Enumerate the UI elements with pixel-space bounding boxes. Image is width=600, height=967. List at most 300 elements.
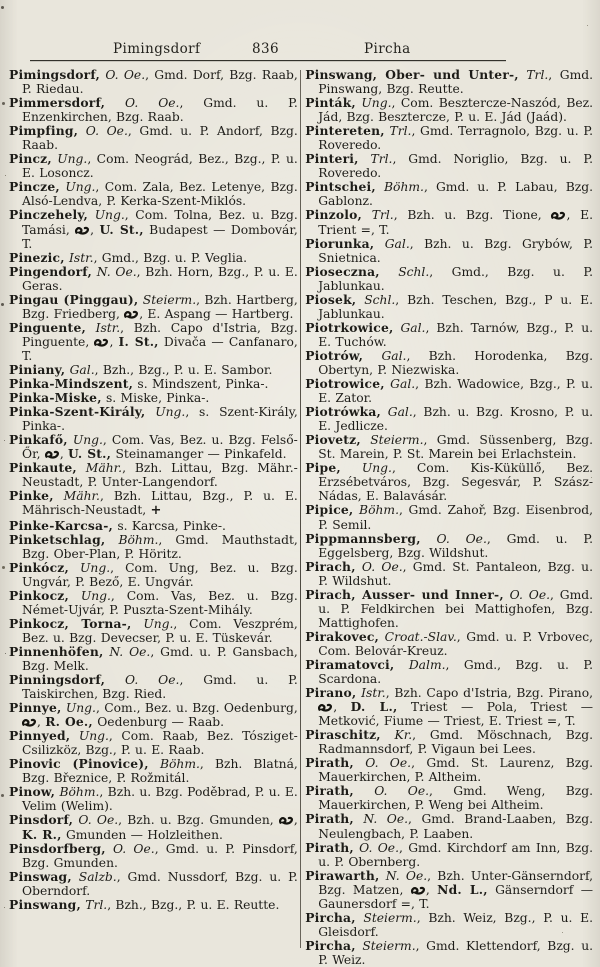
- gazetteer-entry: [9, 391, 298, 405]
- entry-region-abbr: Gal.: [390, 377, 416, 392]
- entry-region-abbr: Ung.: [78, 729, 109, 744]
- entry-name-bold: I. St.,: [118, 333, 159, 349]
- entry-region-abbr: Ung.: [57, 152, 88, 167]
- entry-name-bold: Pinguente,: [9, 319, 86, 335]
- entry-text: [381, 728, 395, 742]
- entry-text: , Bzh. Blatná, Bzg. Březnice, P. Rožmitál.: [22, 757, 298, 786]
- entry-name-bold: Pircha,: [305, 909, 356, 925]
- entry-text: , Com. Kis-Küküllő, Bez. Erzsébetváros, Bzg. Segesvár, P. Szász-Nádas, E. Balavásár.: [318, 461, 594, 504]
- entry-text: [354, 784, 374, 798]
- gazetteer-entry: [9, 589, 298, 617]
- entry-name-bold: Pinswang,: [9, 896, 81, 912]
- railway-station-icon: [551, 211, 566, 220]
- entry-text: [105, 96, 125, 110]
- entry-name-bold: Pinkocz, Torna-,: [9, 615, 132, 631]
- entry-name-bold: K. R.,: [22, 826, 62, 842]
- entry-region-abbr: Böhm.: [59, 785, 100, 800]
- entry-name-bold: Pimpfing,: [9, 123, 79, 139]
- entry-name-bold: Pinow,: [9, 784, 56, 800]
- entry-text: , Com. Vas, Bez. u. Bzg. Német-Ujvár, P. Puszta-Szent-Mihály.: [22, 588, 298, 617]
- entry-name-bold: Pinezic,: [9, 249, 65, 265]
- gazetteer-entry: [9, 265, 298, 293]
- entry-text: ,: [333, 700, 351, 715]
- entry-text: Triest — Pola, Triest — Metković, Fiume — Triest, E. Triest =, T.: [318, 700, 594, 729]
- entry-text: [78, 124, 86, 138]
- entry-text: , Bzh. u. Bzg. Poděbrad, P. u. E. Velim (Welim).: [22, 785, 298, 814]
- entry-text: , Gmd. Kirchdorf am Inn, Bzg. u. P. Obernberg.: [318, 840, 594, 869]
- entry-text: s. Miske, Pinka-.: [101, 391, 210, 406]
- entry-name-bold: Pintschei,: [305, 179, 376, 195]
- entry-name-bold: Piramatovci,: [305, 656, 395, 672]
- cross-icon: +: [150, 503, 162, 519]
- gazetteer-entry: [305, 461, 593, 503]
- entry-text: [69, 561, 80, 575]
- entry-text: , Bzh. u. Bzg. Krosno, P. u. E. Jedlicze.: [318, 405, 594, 434]
- entry-region-abbr: Ung.: [80, 560, 111, 575]
- entry-name-bold: Pinsdorfberg,: [9, 840, 106, 856]
- entry-text: , Gmd. Klettendorf, Bzg. u. P. Weiz.: [318, 938, 594, 967]
- entry-text: , Gmd. u. P. Andorf, Bzg. Raab.: [22, 124, 298, 153]
- entry-name-bold: Pirano,: [305, 685, 357, 701]
- railway-station-icon: [22, 718, 37, 727]
- gazetteer-entry: [9, 489, 298, 518]
- entry-region-abbr: Ung.: [155, 405, 186, 420]
- entry-text: , Gmd. Terragnolo, Bzg. u. P. Roveredo.: [318, 124, 594, 153]
- entry-name-bold: Piraschitz,: [305, 727, 381, 743]
- entry-region-abbr: Steierm.: [363, 910, 417, 925]
- gazetteer-entry: [9, 561, 298, 589]
- entry-text: , Bzh. Littau, Bzg., P. u. E. Mährisch-Neustadt,: [22, 489, 298, 518]
- entry-text: [376, 180, 384, 194]
- gazetteer-entry: [9, 842, 298, 870]
- railway-station-icon: [45, 450, 60, 459]
- gazetteer-entry: [305, 124, 593, 152]
- entry-text: , Bzh. Unter-Gänserndorf, Bzg. Matzen,: [318, 868, 594, 897]
- entry-region-abbr: Salzb.: [78, 869, 117, 884]
- entry-name-bold: Pinovic (Pinovice),: [9, 756, 149, 772]
- entry-text: s. Karcsa, Pinke-.: [113, 518, 226, 533]
- entry-text: [72, 870, 79, 884]
- railway-station-icon: [411, 886, 426, 895]
- entry-name-bold: Pinka-Szent-Király,: [9, 404, 146, 420]
- entry-name-bold: Piosek,: [305, 291, 357, 307]
- gazetteer-entry: [9, 377, 298, 391]
- entry-name-bold: Pingau (Pinggau),: [9, 291, 139, 307]
- gazetteer-entry: [305, 658, 593, 686]
- entry-name-bold: Pirath,: [305, 755, 354, 771]
- gazetteer-entry: [9, 519, 298, 533]
- entry-region-abbr: Trl.: [85, 897, 108, 912]
- entry-name-bold: Pircha,: [305, 937, 356, 953]
- page-number: 836: [252, 41, 279, 57]
- entry-name-bold: Piorunka,: [305, 235, 375, 251]
- gazetteer-entry: [305, 841, 593, 869]
- entry-text: , Bzh. u. Bzg. Tione,: [393, 208, 552, 223]
- entry-region-abbr: Trl.: [389, 124, 412, 139]
- entry-region-abbr: Ung.: [65, 180, 96, 195]
- entry-name-bold: Pinteri,: [305, 151, 359, 167]
- gazetteer-entry: [305, 293, 593, 321]
- entry-region-abbr: O. Oe.: [359, 840, 399, 855]
- gazetteer-entry: [9, 152, 298, 180]
- entry-text: , Bzh. Teschen, Bzg., P u. E. Jablunkau.: [318, 292, 594, 321]
- gazetteer-entry: [305, 686, 593, 728]
- gazetteer-entry: [305, 630, 593, 658]
- entry-region-abbr: Ung.: [72, 433, 103, 448]
- entry-name-bold: Pirath,: [305, 783, 354, 799]
- entry-text: ,: [90, 222, 100, 237]
- entry-text: ,: [59, 447, 69, 462]
- entry-region-abbr: Schl.: [398, 264, 430, 279]
- gazetteer-entry: [9, 813, 298, 841]
- entry-region-abbr: Ung.: [143, 616, 174, 631]
- railway-station-icon: [94, 338, 109, 347]
- entry-region-abbr: Ung.: [361, 96, 392, 111]
- entry-text: Gmunden — Holzleithen.: [61, 827, 223, 842]
- gazetteer-entry: [9, 898, 298, 912]
- entry-text: , Com. Vas, Bez. u. Bzg. Felső-Őr,: [22, 433, 298, 462]
- entry-region-abbr: Trl.: [526, 68, 549, 82]
- entry-region-abbr: O. Oe.: [112, 841, 155, 856]
- entry-region-abbr: Istr.: [95, 320, 121, 335]
- entry-region-abbr: Gal.: [69, 362, 95, 377]
- entry-region-abbr: N. Oe.: [385, 868, 428, 883]
- entry-name-bold: Pinsdorf,: [9, 812, 74, 828]
- railway-station-icon: [75, 226, 90, 235]
- entry-name-bold: Pimmersdorf,: [9, 95, 106, 111]
- entry-name-bold: Piotrkowice,: [305, 319, 394, 335]
- entry-name-bold: Pirakovec,: [305, 628, 380, 644]
- entry-name-bold: Pinzolo,: [305, 207, 363, 223]
- entry-name-bold: Pirath,: [305, 839, 354, 855]
- entry-region-abbr: O. Oe.: [85, 124, 128, 139]
- entry-text: , Gmd. u. P. Labau, Bzg. Gablonz.: [318, 180, 594, 209]
- entry-name-bold: Piotrów,: [305, 347, 364, 363]
- entry-region-abbr: Ung.: [94, 208, 125, 223]
- entry-text: [88, 208, 95, 222]
- entry-region-abbr: O. Oe.: [374, 784, 430, 799]
- entry-region-abbr: Trl.: [370, 152, 393, 167]
- entry-text: [421, 532, 437, 546]
- entry-text: , Com. Tolna, Bez. u. Bzg. Tamási,: [22, 208, 298, 237]
- right-column: [302, 67, 594, 967]
- entry-region-abbr: O. Oe.: [361, 559, 403, 574]
- entry-region-abbr: N. Oe.: [109, 644, 151, 659]
- entry-name-bold: Pinke-Karcsa-,: [9, 517, 114, 533]
- gazetteer-entry: [9, 701, 298, 729]
- entry-region-abbr: O. Oe.: [365, 756, 412, 771]
- entry-name-bold: Pipe,: [305, 460, 341, 476]
- entry-text: , Com., Bez. u. Bzg. Oedenburg,: [95, 701, 298, 716]
- entry-text: , Bzh. Capo d'Istria, Bzg. Pirano,: [385, 686, 594, 701]
- gazetteer-entry: [9, 124, 298, 152]
- entry-text: [145, 405, 155, 419]
- gazetteer-entry: [305, 869, 593, 911]
- gazetteer-entry: [305, 208, 593, 236]
- entry-text: , Gmd. Dorf, Bzg. Raab, P. Riedau.: [22, 68, 298, 97]
- entry-region-abbr: Mähr.: [63, 489, 100, 504]
- entry-region-abbr: N. Oe.: [96, 264, 137, 279]
- entry-name-bold: Pinke,: [9, 488, 54, 504]
- gazetteer-entry: [305, 532, 593, 560]
- gazetteer-entry: [305, 180, 593, 208]
- entry-region-abbr: Gal.: [381, 348, 407, 363]
- entry-text: Steinamanger — Pinkafeld.: [111, 447, 287, 462]
- entry-text: , Gmd. Nussdorf, Bzg. u. P. Oberndorf.: [22, 869, 298, 898]
- gazetteer-entry: [9, 617, 298, 645]
- entry-name-bold: Pinnenhöfen,: [9, 643, 104, 659]
- gazetteer-entry: [9, 405, 298, 433]
- entry-region-abbr: O. Oe.: [125, 673, 180, 688]
- entry-name-bold: Piotrówka,: [305, 404, 382, 420]
- entry-region-abbr: Ung.: [361, 461, 392, 476]
- gazetteer-entry: [305, 911, 593, 939]
- entry-region-abbr: O. Oe.: [78, 813, 119, 828]
- entry-text: [149, 757, 160, 771]
- gazetteer-entry: [305, 377, 593, 405]
- left-column: [9, 68, 298, 952]
- entry-text: [362, 208, 372, 222]
- gazetteer-entry: [305, 349, 593, 377]
- gazetteer-entry: [9, 363, 298, 377]
- entry-text: Oedenburg — Raab.: [92, 715, 225, 730]
- entry-text: , Bzh. Littau, Bzg. Mähr.-Neustadt, P. Unter-Langendorf.: [22, 461, 298, 490]
- railway-station-icon: [279, 816, 294, 825]
- entry-text: , Bzh. u. Bzg. Grybów, P. Snietnica.: [318, 236, 594, 265]
- two-column-text-block: [9, 67, 594, 967]
- entry-name-bold: Pioseczna,: [305, 263, 380, 279]
- entry-text: , Gmd. Noriglio, Bzg. u. P. Roveredo.: [318, 152, 594, 181]
- gazetteer-entry: [9, 433, 298, 461]
- entry-text: [105, 533, 118, 547]
- gazetteer-entry: [9, 180, 298, 208]
- gazetteer-entry: [305, 433, 593, 461]
- entry-text: ,: [109, 334, 119, 349]
- entry-name-bold: Piovetz,: [305, 432, 361, 448]
- entry-name-bold: Pimingsdorf,: [9, 67, 101, 82]
- entry-text: , Gmd. Mauthstadt, Bzg. Ober-Plan, P. Höritz.: [22, 532, 298, 561]
- gazetteer-entry: [305, 96, 593, 124]
- entry-text: , Gmd., Bzg. u. P. Veglia.: [93, 250, 248, 265]
- entry-text: ,: [293, 813, 298, 828]
- entry-region-abbr: Gal.: [400, 320, 426, 335]
- entry-name-bold: Pincze,: [9, 179, 60, 195]
- entry-text: [361, 433, 370, 447]
- entry-text: , Gmd. Süssenberg, Bzg. St. Marein, P. St. Marein bei Erlachstein.: [318, 433, 594, 462]
- entry-text: [105, 673, 125, 687]
- entry-name-bold: Piotrowice,: [305, 376, 385, 392]
- entry-text: , Com. Besztercze-Naszód, Bez. Jád, Bzg. Besztercze, P. u. E. Jád (Jaád).: [318, 96, 594, 125]
- gazetteer-entry: [9, 321, 298, 363]
- gazetteer-entry: [305, 812, 593, 840]
- entry-text: , Gmd., Bzg. u. P. Jablunkau.: [318, 264, 594, 293]
- entry-text: Divača — Canfanaro, T.: [22, 334, 298, 363]
- entry-text: [54, 489, 64, 503]
- entry-region-abbr: Gal.: [387, 405, 413, 420]
- gazetteer-entry: [9, 68, 298, 96]
- gazetteer-entry: [305, 756, 593, 784]
- entry-region-abbr: Trl.: [371, 208, 394, 223]
- railway-station-icon: [318, 703, 333, 712]
- gazetteer-entry: [305, 939, 593, 967]
- entry-text: , Com. Raab, Bez. Tósziget-Csilizköz, Bzg., P. u. E. Raab.: [22, 729, 298, 758]
- entry-text: [86, 321, 96, 335]
- entry-text: , Com. Ung, Bez. u. Bzg. Ungvár, P. Bező, E. Ungvár.: [22, 560, 298, 589]
- entry-region-abbr: Böhm.: [359, 503, 399, 518]
- entry-name-bold: Pirach, Ausser- und Inner-,: [305, 586, 504, 602]
- entry-text: , Gmd. St. Pantaleon, Bzg. u. P. Wildshut.: [318, 559, 594, 588]
- gazetteer-entry: [9, 461, 298, 489]
- gazetteer-entry: [305, 321, 593, 349]
- entry-text: Gänserndorf — Gaunersdorf =, T.: [318, 882, 594, 911]
- entry-name-bold: Pirawarth,: [305, 867, 380, 883]
- entry-text: , Gmd. u. P. Feldkirchen bei Mattighofen, Bzg. Mattighofen.: [318, 587, 594, 630]
- entry-text: , Gmd. Zahoř, Bzg. Eisenbrod, P. Semil.: [318, 503, 594, 532]
- gazetteer-entry: [305, 237, 593, 265]
- gazetteer-entry: [305, 68, 593, 96]
- entry-name-bold: Pinswang, Ober- und Unter-,: [305, 67, 519, 82]
- entry-name-bold: Pinkocz,: [9, 587, 69, 603]
- gazetteer-entry: [9, 870, 298, 898]
- railway-station-icon: [124, 310, 139, 319]
- gazetteer-entry: [9, 785, 298, 813]
- entry-text: , Bzh. u. Bzg. Gmunden,: [118, 813, 279, 828]
- entry-text: , Gmd. u. P. Vrbovec, Com. Belovár-Kreuz.: [318, 629, 594, 658]
- entry-region-abbr: N. Oe.: [363, 812, 409, 827]
- entry-text: , Bzh. Capo d'Istria, Bzg. Pinguente,: [22, 320, 298, 349]
- entry-region-abbr: O. Oe.: [436, 531, 487, 546]
- gazetteer-entry: [305, 588, 593, 630]
- entry-region-abbr: Croat.-Slav.: [384, 629, 457, 644]
- entry-region-abbr: O. Oe.: [509, 587, 551, 602]
- entry-text: [354, 812, 364, 826]
- gazetteer-entry: [9, 208, 298, 250]
- entry-region-abbr: Ung.: [65, 701, 96, 716]
- running-head: [0, 0, 600, 62]
- gazetteer-entry: [305, 560, 593, 588]
- entry-text: , Gmd. u. P. Taiskirchen, Bzg. Ried.: [22, 673, 298, 702]
- column-divider-rule: [300, 70, 301, 948]
- entry-text: , Gmd. Möschnach, Bzg. Radmannsdorf, P. Vigaun bei Lees.: [318, 728, 594, 757]
- entry-region-abbr: Böhm.: [118, 532, 159, 547]
- entry-text: Budapest — Dombovár, T.: [22, 222, 298, 251]
- entry-text: [380, 265, 398, 279]
- gazetteer-entry: [9, 251, 298, 265]
- entry-text: , Bzh. Tarnów, Bzg., P. u. E. Tuchów.: [318, 320, 594, 349]
- entry-text: , Bzh. Horn, Bzg., P. u. E. Geras.: [22, 264, 298, 293]
- entry-region-abbr: Gal.: [384, 236, 410, 251]
- entry-text: , s. Szent-Király, Pinka-.: [22, 405, 298, 434]
- entry-text: ,: [37, 715, 46, 730]
- entry-text: [381, 405, 388, 419]
- entry-text: [69, 589, 81, 603]
- entry-text: [354, 756, 365, 770]
- entry-name-bold: Pincz,: [9, 151, 52, 167]
- entry-name-bold: R. Oe.,: [45, 714, 93, 730]
- entry-text: , Gmd. St. Laurenz, Bzg. Mauerkirchen, P. Altheim.: [318, 756, 594, 785]
- entry-name-bold: Pinka-Mindszent,: [9, 376, 134, 392]
- gazetteer-entry: [305, 152, 593, 180]
- entry-text: , Gmd. Pinswang, Bzg. Reutte.: [318, 68, 594, 97]
- entry-name-bold: Pirath,: [305, 811, 354, 827]
- entry-region-abbr: Kr.: [394, 728, 413, 743]
- entry-text: [106, 842, 113, 856]
- entry-text: [131, 617, 143, 631]
- entry-region-abbr: Steierm.: [142, 292, 197, 307]
- header-rule: [30, 60, 506, 61]
- entry-text: [394, 658, 408, 672]
- gazetteer-entry: [305, 265, 593, 293]
- entry-name-bold: Pinkafő,: [9, 432, 68, 448]
- entry-name-bold: Pinka-Miske,: [9, 390, 102, 406]
- entry-text: , E. Aspang — Hartberg.: [139, 306, 294, 321]
- entry-text: [70, 729, 79, 743]
- gazetteer-entry: [9, 729, 298, 757]
- entry-text: , Bzh. Weiz, Bzg., P. u. E. Gleisdorf.: [318, 910, 594, 939]
- entry-name-bold: Pinswag,: [9, 868, 72, 884]
- entry-text: [374, 237, 384, 251]
- entry-text: , Gmd., Bzg. u. P. Scardona.: [318, 657, 594, 687]
- entry-region-abbr: Böhm.: [384, 180, 424, 195]
- running-head-left-word: Pimingsdorf: [113, 41, 201, 57]
- entry-name-bold: D. L.,: [350, 699, 398, 715]
- entry-region-abbr: Mähr.: [85, 461, 123, 476]
- gazetteer-entry: [305, 784, 593, 812]
- entry-text: [77, 461, 86, 475]
- entry-text: ,: [425, 882, 438, 897]
- entry-text: , Bzh., Bzg., P. u. E. Reutte.: [107, 897, 280, 912]
- entry-text: , E. Trient =, T.: [318, 208, 593, 237]
- entry-region-abbr: Dalm.: [408, 657, 446, 672]
- entry-text: , Gmd. u. P. Pinsdorf, Bzg. Gmunden.: [22, 841, 298, 870]
- entry-region-abbr: Istr.: [69, 250, 94, 265]
- gazetteer-entry: [9, 533, 298, 561]
- entry-name-bold: Pinkaute,: [9, 460, 77, 476]
- entry-name-bold: Pinták,: [305, 95, 356, 111]
- entry-name-bold: Pinningsdorf,: [9, 672, 106, 688]
- entry-text: , Bzh. Hartberg, Bzg. Friedberg,: [22, 292, 298, 321]
- entry-text: , Com. Zala, Bez. Letenye, Bzg. Alsó-Lendva, P. Kerka-Szent-Miklós.: [22, 180, 298, 209]
- entry-name-bold: Pinczehely,: [9, 207, 89, 223]
- entry-name-bold: U. St.,: [99, 221, 144, 237]
- entry-name-bold: U. St.,: [68, 446, 112, 462]
- entry-text: , Com. Neográd, Bez., Bzg., P. u. E. Losoncz.: [22, 152, 298, 181]
- entry-name-bold: Pippmannsberg,: [305, 530, 421, 546]
- entry-name-bold: Nd. L.,: [437, 881, 488, 897]
- gazetteer-entry: [9, 757, 298, 785]
- gazetteer-entry: [9, 96, 298, 124]
- entry-name-bold: Pipice,: [305, 502, 354, 518]
- gazetteer-entry: [305, 405, 593, 433]
- gazetteer-entry: [305, 728, 593, 756]
- entry-name-bold: Pinkócz,: [9, 559, 69, 575]
- entry-region-abbr: Steierm.: [370, 433, 424, 448]
- entry-text: s. Mindszent, Pinka-.: [133, 377, 269, 392]
- entry-text: , Gmd. u. P. Eggelsberg, Bzg. Wildshut.: [318, 531, 594, 560]
- entry-region-abbr: Steierm.: [362, 938, 416, 953]
- entry-text: , Gmd. u. P. Enzenkirchen, Bzg. Raab.: [22, 96, 298, 125]
- entry-name-bold: Piniany,: [9, 361, 66, 377]
- entry-text: [363, 349, 381, 363]
- entry-text: , Bzh. Wadowice, Bzg., P. u. E. Zator.: [318, 377, 594, 406]
- gazetteer-entry: [9, 293, 298, 321]
- entry-region-abbr: Schl.: [364, 292, 396, 307]
- entry-name-bold: Pingendorf,: [9, 263, 93, 279]
- gazetteer-entry: [305, 503, 593, 531]
- entry-region-abbr: O. Oe.: [125, 96, 180, 111]
- running-head-right-word: Pircha: [364, 41, 411, 57]
- entry-text: , Com. Veszprém, Bez. u. Bzg. Devecser, P. u. E. Tüskevár.: [22, 616, 298, 645]
